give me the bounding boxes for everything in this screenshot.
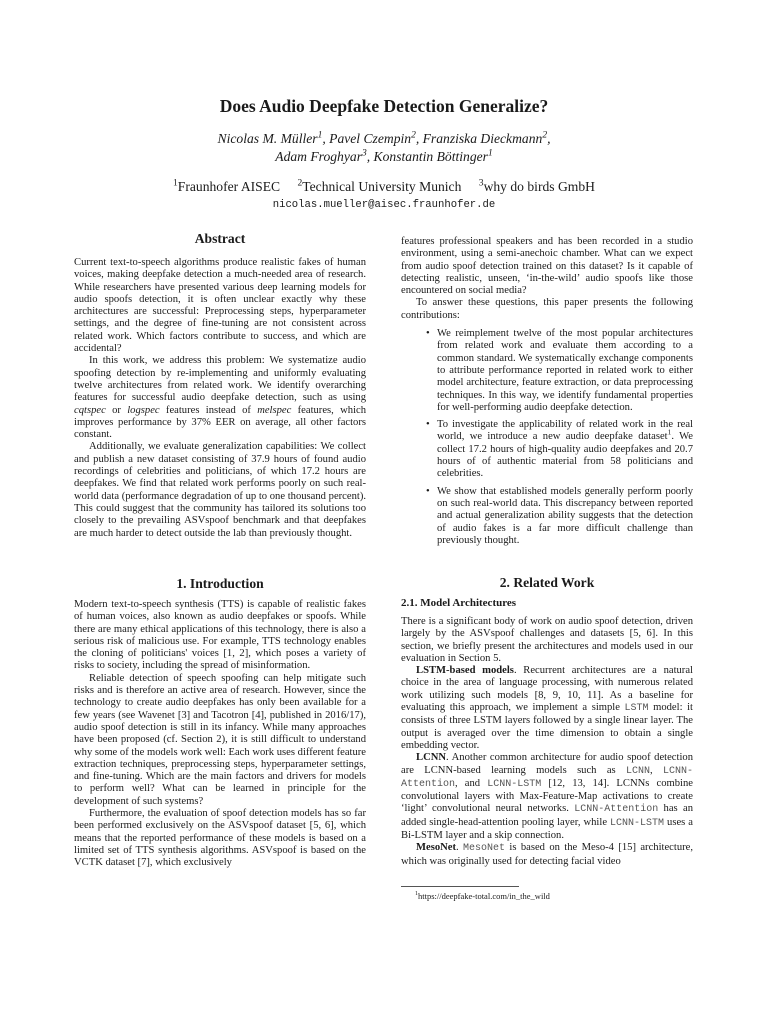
- model-name: LSTM: [624, 703, 649, 715]
- footnote-number: 1: [415, 891, 418, 898]
- paper-title: Does Audio Deepfake Detection Generalize?: [219, 96, 549, 116]
- bullet: •: [426, 485, 430, 497]
- affil-mark: 3: [478, 178, 484, 189]
- related-paragraph: MesoNet. MesoNet is based on the Meso-4 [15] architecture, which was originally used for detecting facial video: [401, 842, 693, 867]
- contribution-item: • We reimplement twelve of the most popular architectures from related work and evaluate them according to a common standard. We systematically exchange components to attribute performance reported in related work to either model architecture, feature extraction, or data preprocessing techniques. In this way, we identify fundamental properties for well-performing audio deepfake detection.: [426, 328, 693, 413]
- author-name: Konstantin Böttinger: [373, 149, 488, 164]
- footnote-marker[interactable]: 1: [667, 427, 672, 437]
- model-name: LCNN-LSTM: [487, 778, 542, 790]
- affiliation-name: Fraunhofer AISEC: [177, 179, 281, 194]
- introduction-body: [74, 599, 366, 870]
- model-name: LCNN-Attention: [401, 765, 693, 790]
- intro-paragraph: Furthermore, the evaluation of spoof detection models has so far been performed exclusively on the ASVspoof dataset [5, 6], which means that the reported performance of these models is based on a limited set of TTS synthesis algorithms. ASVspoof is based on the VCTK dataset [7], which exclusively: [74, 808, 366, 869]
- intro-paragraph: Reliable detection of speech spoofing can help mitigate such risks and is therefore an active area of research. However, since the technology to create audio deepfakes has only been available for a few years (see Wavenet [3] and Tacotron [4], published in 2016/17), audio spoof detection is still in its infancy. While many approaches have been proposed (cf. Section 2), it is still difficult to understand why some of the models work well: Each work uses different feature extraction techniques, preprocessing steps, hyperparameter settings, and fine-tuning. Which are the main factors and drivers for models to perform well? What can be learned in principle for the development of such systems?: [74, 672, 366, 807]
- footnote-divider: [401, 886, 519, 887]
- author-affil-mark: 1: [487, 148, 493, 159]
- affil-mark: 1: [173, 178, 178, 189]
- author-affil-mark: 2: [542, 130, 548, 141]
- related-paragraph: LSTM-based models. Recurrent architectures are a natural choice in the area of language processing, with numerous related work utilizing such models [8, 9, 10, 11]. As a baseline for evaluating this approach, we implement a simple LSTM model: it consists of three LSTM layers followed by a single linear layer. The output is averaged over the time dimension to obtain a single embedding vector.: [401, 665, 693, 751]
- author-name: Nicolas M. Müller: [217, 131, 318, 146]
- bullet: •: [426, 419, 430, 431]
- model-name: LCNN-Attention: [574, 804, 659, 816]
- contribution-item: • To investigate the applicability of related work in the real world, we introduce a new audio deepfake dataset$^1$. We collect 17.2 hours of high-quality audio deepfakes and 20.7 hours of of authentic material from 58 politicians and celebrities.: [426, 419, 693, 480]
- footnote-url[interactable]: https://deepfake-total.com/in_the_wild: [417, 891, 550, 901]
- feature-name: logspec: [127, 404, 160, 416]
- abstract-paragraph: Current text-to-speech algorithms produce realistic fakes of human voices, making deepfake detection a much-needed area of research. While researchers have presented various deep learning models for audio spoofs detection, it is often unclear exactly why these architectures are successful: Preprocessing steps, hyperparameter settings, and the degree of fine-tuning are not consistent across related work. Which factors contribute to success, and which are accidental?: [74, 257, 366, 355]
- contribution-item: • We show that established models generally perform poorly on such real-world data. This discrepancy between reported and actual generalization ability suggests that the detection of audio fakes is a far more difficult challenge than previously thought.: [426, 485, 693, 546]
- paragraph-lead: LCNN: [416, 752, 447, 764]
- author-affil-mark: 2: [411, 130, 416, 141]
- section-heading-related-work: 2. Related Work: [499, 575, 595, 590]
- author-name: Adam Froghyar: [275, 149, 362, 164]
- feature-name: melspec: [257, 404, 292, 416]
- footnote: [415, 891, 695, 902]
- paragraph-lead: MesoNet: [416, 842, 457, 854]
- abstract-paragraph: Additionally, we evaluate generalization capabilities: We collect and publish a new dataset consisting of 37.9 hours of found audio recordings of celebrities and politicians, of which 17.2 hours are deepfakes. We find that related work performs poorly on such real-world data (performance degradation of up to one thousand percent). This could suggest that the community has tailored its solutions too closely to the prevailing ASVspoof benchmark and that deepfakes are much harder to detect outside the lab than previously thought.: [74, 441, 366, 539]
- related-paragraph: There is a significant body of work on audio spoof detection, driven largely by the ASVspoof challenges and datasets [5, 6]. In this section, we briefly present the architectures and models used in our evaluation in Section 5.: [401, 616, 693, 664]
- affiliation-name: why do birds GmbH: [483, 179, 595, 194]
- intro-paragraph: Modern text-to-speech synthesis (TTS) is capable of realistic fakes of human voices, also known as audio deepfakes or spoofs. While there are many ethical applications of this technology, there is also a serious risk of malicious use. For example, TTS technology enables the cloning of politicians' voices [1, 2], which poses a variety of risks to society, including the spread of misinformation.: [74, 599, 366, 672]
- affiliation-name: Technical University Munich: [302, 179, 462, 194]
- author-affil-mark: 3: [361, 148, 367, 159]
- abstract-paragraph: In this work, we address this problem: We systematize audio spoofing detection by re-implementing and uniformly evaluating twelve architectures from related work. We identify overarching features for successful audio deepfake detection, such as using cqtspec or logspec features instead of melspec features, which improves performance by 37% EER on average, all other factors constant.: [74, 355, 367, 441]
- author-name: Pavel Czempin: [329, 131, 412, 146]
- model-name: LCNN: [625, 765, 650, 777]
- paragraph-lead: LSTM-based models: [416, 665, 514, 677]
- subsection-heading-model-architectures: 2.1. Model Architectures: [401, 597, 517, 609]
- model-name: LCNN-LSTM: [610, 817, 665, 829]
- contact-email: nicolas.mueller@aisec.fraunhofer.de: [272, 199, 496, 211]
- bullet: •: [426, 328, 430, 340]
- author-name: Franziska Dieckmann: [422, 131, 543, 146]
- intro-continued: [401, 236, 693, 552]
- related-work-body: [401, 616, 693, 868]
- abstract-heading: Abstract: [194, 231, 246, 246]
- model-name: MesoNet: [463, 843, 506, 855]
- intro-paragraph: features professional speakers and has been recorded in a studio environment, using a semi-anechoic chamber. What can we expect from audio spoof detection trained on this dataset? Is it capable of detecting realistic, unseen, ‘in-the-wild’ audio spoofs like those encountered on social media?: [401, 236, 693, 297]
- author-list: Nicolas M. Müller$^1$, Pavel Czempin$^2$, Franziska Dieckmann$^2$, Adam Froghyar$^3$, Konstantin Böttinger$^1$: [217, 130, 551, 164]
- feature-name: cqtspec: [74, 404, 106, 416]
- section-heading-introduction: 1. Introduction: [176, 576, 264, 591]
- author-affil-mark: 1: [317, 130, 323, 141]
- intro-paragraph: To answer these questions, this paper presents the following contributions:: [401, 297, 693, 321]
- affil-mark: 2: [297, 178, 303, 189]
- related-paragraph: LCNN. Another common architecture for audio spoof detection are LCNN-based learning models such as LCNN, LCNN-Attention, and LCNN-LSTM [12, 13, 14]. LCNNs combine convolutional layers with Max-Feature-Map activations to create ‘light’ convolutional neural networks. LCNN-Attention has an added single-head-attention pooling layer, while LCNN-LSTM uses a Bi-LSTM layer and a skip connection.: [401, 752, 694, 842]
- affiliation-list: [0, 178, 768, 196]
- contribution-list: [401, 328, 693, 547]
- abstract-body: [74, 257, 366, 540]
